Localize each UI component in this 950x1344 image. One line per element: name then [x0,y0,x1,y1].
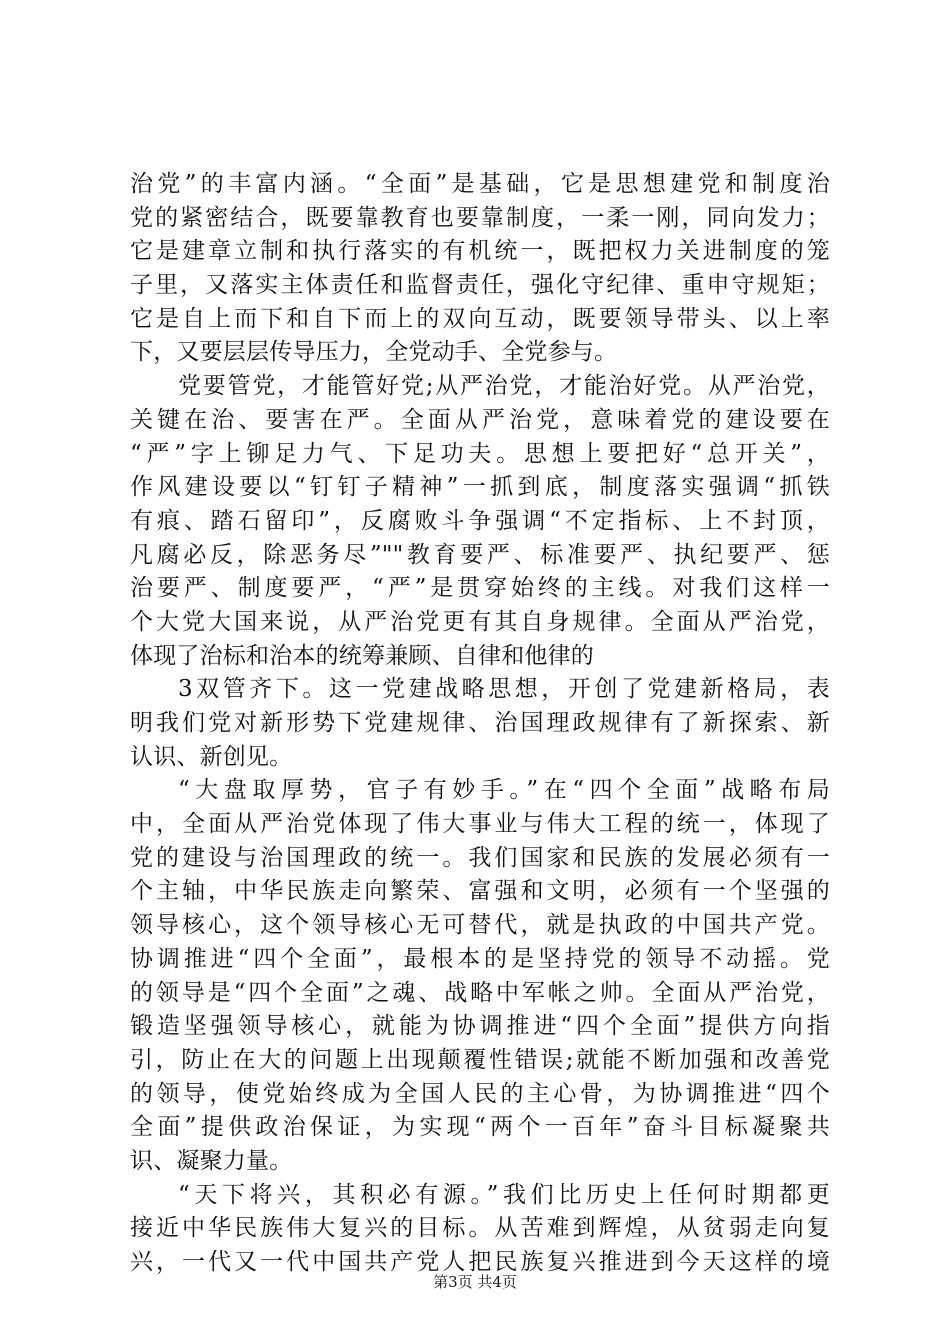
paragraph-start-line: 3双管齐下。这一党建战略思想，开创了党建新格局，表 [178,676,830,703]
text-line: 识、凝聚力量。 [130,1147,293,1174]
text-line: 认识、新创见。 [130,743,293,770]
text-line: 引，防止在大的问题上出现颠覆性错误;就能不断加强和改善党 [130,1046,830,1073]
text-line: 个主轴，中华民族走向繁荣、富强和文明，必须有一个坚强的 [130,878,830,905]
text-line: 子里，又落实主体责任和监督责任，强化守纪律、重申守规矩； [130,272,830,299]
text-line: 党的紧密结合，既要靠教育也要靠制度，一柔一刚，同向发力； [130,204,830,231]
text-line: 明我们党对新形势下党建规律、治国理政规律有了新探索、新 [130,710,830,736]
text-line: 的领导，使党始终成为全国人民的主心骨，为协调推进“四个 [130,1080,830,1107]
text-line: 协调推进“四个全面”，最根本的是坚持党的领导不动摇。党 [130,945,830,972]
paragraph-start-line: 党要管党，才能管好党;从严治党，才能治好党。从严治党， [178,373,830,400]
text-line: 领导核心，这个领导核心无可替代，就是执政的中国共产党。 [130,912,830,939]
text-line: “严”字上铆足力气、下足功夫。思想上要把好“总开关”， [130,440,830,467]
text-line: 的领导是“四个全面”之魂、战略中军帐之帅。全面从严治党， [130,979,830,1006]
text-line: 凡腐必反，除恶务尽”""教育要严、标准要严、执纪要严、惩 [130,541,830,568]
text-line: 有痕、踏石留印”，反腐败斗争强调“不定指标、上不封顶， [130,507,830,534]
text-line: 个大党大国来说，从严治党更有其自身规律。全面从严治党， [130,608,830,635]
text-line: 治党”的丰富内涵。“全面”是基础，它是思想建党和制度治 [130,171,830,197]
text-line: 治要严、制度要严，“严”是贯穿始终的主线。对我们这样一 [130,575,830,602]
text-line: 作风建设要以“钉钉子精神”一抓到底，制度落实强调“抓铁 [130,474,830,501]
page-footer [0,1272,950,1292]
body-text [130,168,830,1280]
text-line: 它是自上而下和自下而上的双向互动，既要领导带头、以上率 [130,305,830,332]
text-line: 全面”提供政治保证，为实现“两个一百年”奋斗目标凝聚共 [130,1114,830,1141]
text-line: 关键在治、要害在严。全面从严治党，意味着党的建设要在 [130,406,830,433]
paragraph-start-line: “大盘取厚势，官子有妙手。”在“四个全面”战略布局 [178,777,830,804]
page-number-label: 第3页 共4页 [433,1273,517,1291]
text-line: 兴，一代又一代中国共产党人把民族复兴推进到今天这样的境 [130,1249,830,1275]
text-line: 中，全面从严治党体现了伟大事业与伟大工程的统一，体现了 [130,811,830,838]
text-line: 下，又要层层传导压力，全党动手、全党参与。 [130,339,618,366]
text-line: 体现了治标和治本的统筹兼顾、自律和他律的 [130,642,594,669]
text-line: 党的建设与治国理政的统一。我们国家和民族的发展必须有一 [130,844,830,871]
text-line: 它是建章立制和执行落实的有机统一，既把权力关进制度的笼 [130,238,830,265]
paragraph-start-line: “天下将兴，其积必有源。”我们比历史上任何时期都更 [178,1181,830,1208]
text-line: 接近中华民族伟大复兴的目标。从苦难到辉煌，从贫弱走向复 [130,1215,830,1242]
text-line: 锻造坚强领导核心，就能为协调推进“四个全面”提供方向指 [130,1013,830,1040]
